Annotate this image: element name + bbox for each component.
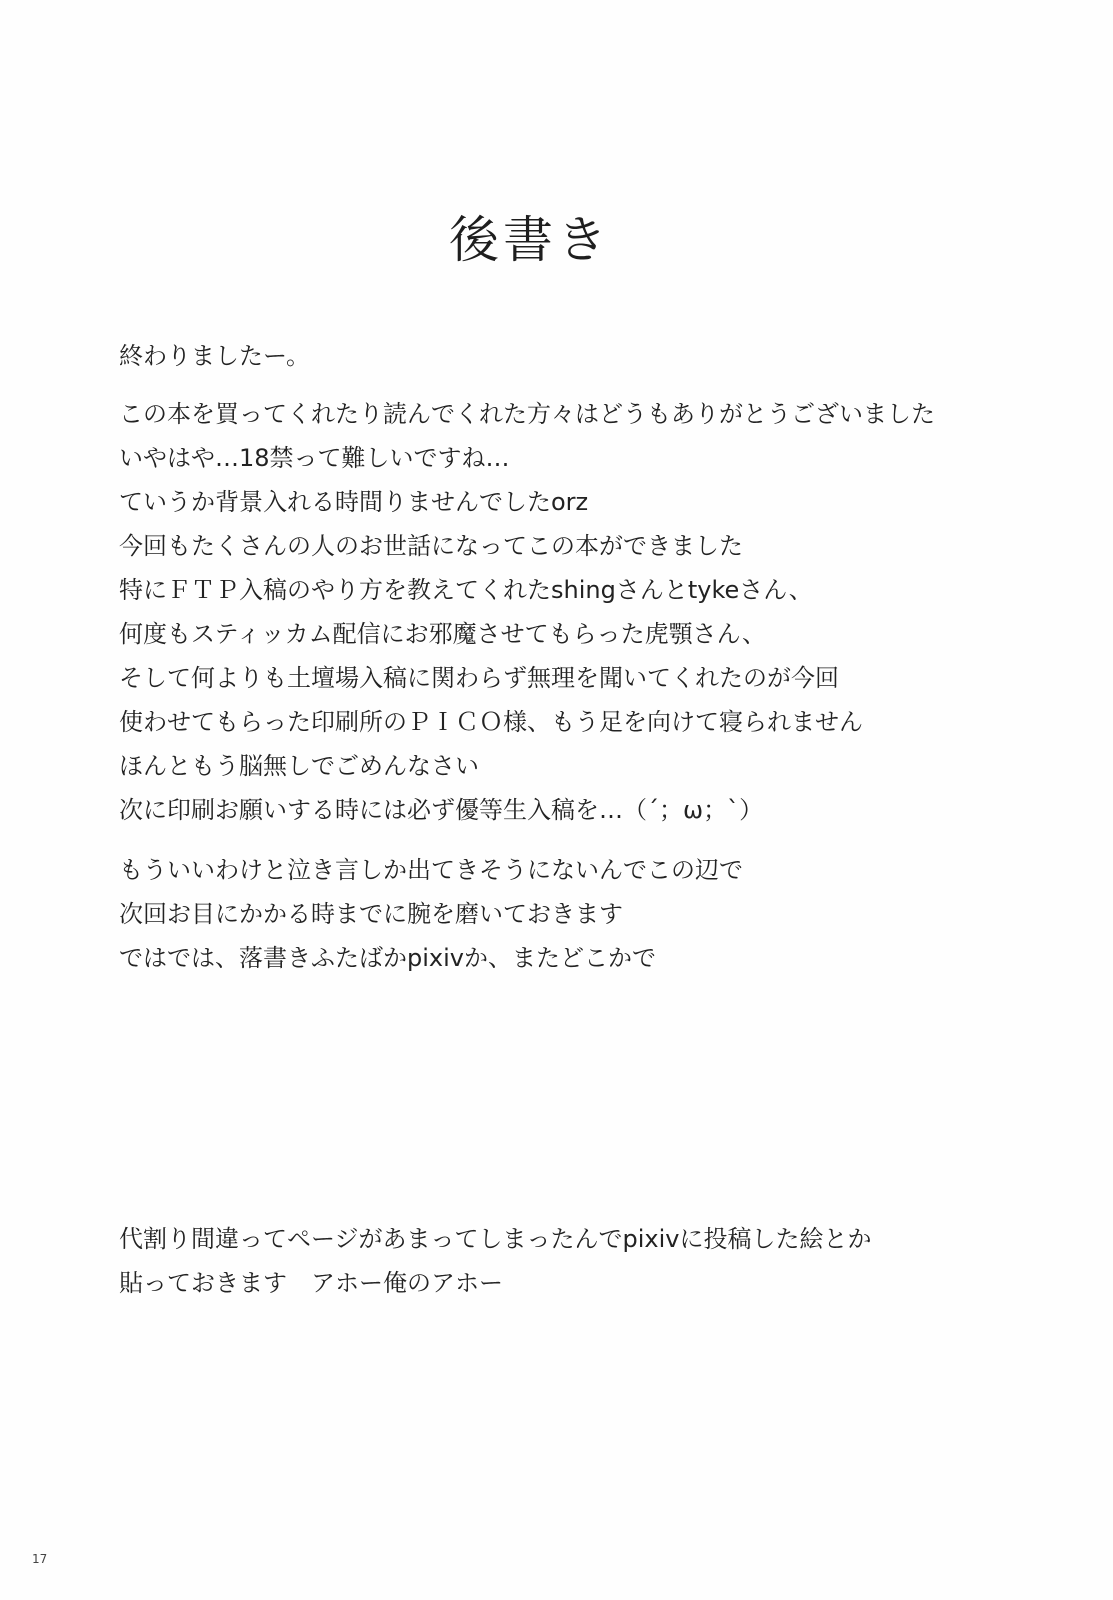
- text-line: 次回お目にかかる時までに腕を磨いておきます: [119, 900, 623, 928]
- page-title: 後書き: [449, 211, 611, 269]
- text-line: この本を買ってくれたり読んでくれた方々はどうもありがとうございました: [119, 400, 935, 428]
- text-line: そして何よりも土壇場入稿に関わらず無理を聞いてくれたのが今回: [119, 664, 839, 692]
- text-line: ではでは、落書きふたばかpixivか、またどこかで: [119, 944, 656, 972]
- text-line: 今回もたくさんの人のお世話になってこの本ができました: [119, 532, 743, 560]
- text-line: ていうか背景入れる時間りませんでしたorz: [119, 488, 589, 516]
- text-line: 何度もスティッカム配信にお邪魔させてもらった虎顎さん、: [119, 620, 767, 648]
- text-line: ほんともう脳無しでごめんなさい: [119, 752, 479, 780]
- postscript-paragraph: [119, 1217, 1019, 1305]
- text-line: 代割り間違ってページがあまってしまったんでpixivに投稿した絵とか: [119, 1225, 872, 1253]
- text-line: もういいわけと泣き言しか出てきそうにないんでこの辺で: [119, 856, 743, 884]
- page-number: 17: [32, 1552, 48, 1566]
- text-line: 次に印刷お願いする時には必ず優等生入稿を…（´；ω；`）: [119, 796, 764, 824]
- thanks-paragraph: [119, 392, 1019, 832]
- text-line: 特にＦＴＰ入稿のやり方を教えてくれたshingさんとtykeさん、: [119, 576, 813, 604]
- text-line: 貼っておきます アホー俺のアホー: [119, 1269, 503, 1297]
- opening-paragraph: [119, 334, 1019, 378]
- text-line: いやはや…18禁って難しいですね…: [119, 444, 510, 472]
- text-line: 使わせてもらった印刷所のＰＩＣＯ様、もう足を向けて寝られません: [119, 708, 863, 736]
- closing-paragraph: [119, 848, 1019, 980]
- text-line: 終わりましたー。: [119, 342, 311, 370]
